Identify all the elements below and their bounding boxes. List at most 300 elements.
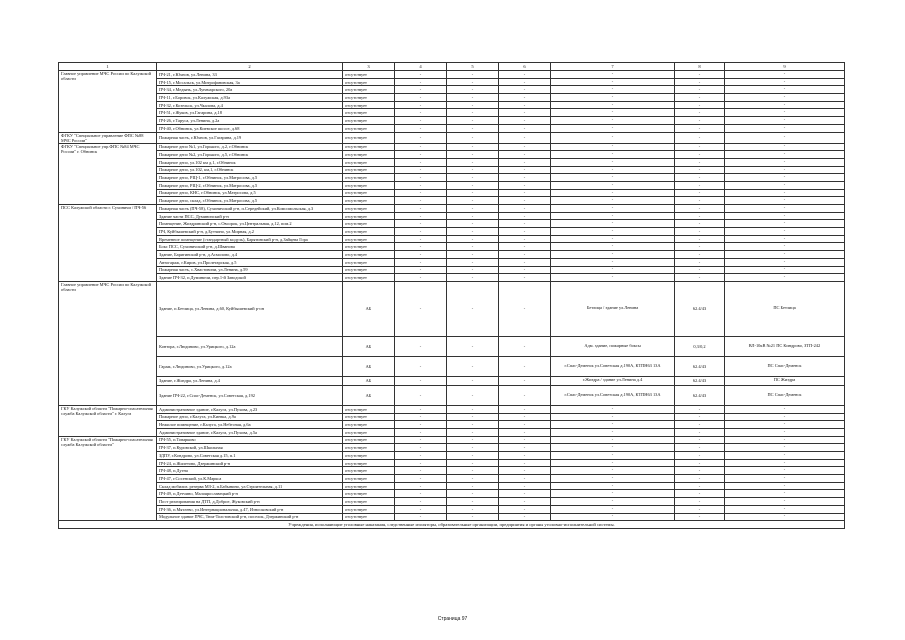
object-address-cell: Склад мобилиз. резерва МЗ-2, п.Бабынино, ул.Строительная, д.11: [157, 482, 343, 490]
value-cell: -: [395, 117, 447, 125]
value-cell: отсутствует: [343, 235, 395, 243]
value-cell: -: [675, 467, 725, 475]
value-cell: -: [499, 228, 551, 236]
value-cell: -: [551, 71, 675, 79]
object-address-cell: Временное помещение (стандартный модуль), Барятинский р-н, д.Зайцева Гора: [157, 235, 343, 243]
value-cell: -: [551, 490, 675, 498]
table-row: [59, 405, 845, 413]
value-cell: -: [499, 421, 551, 429]
value-cell: -: [551, 436, 675, 444]
value-cell: -: [551, 235, 675, 243]
object-address-cell: Нежилое помещение, г.Калуга, ул.Небесная, д.6а: [157, 421, 343, 429]
value-cell: -: [447, 428, 499, 436]
value-cell: -: [551, 274, 675, 282]
value-cell: -: [499, 94, 551, 102]
value-cell: -: [447, 94, 499, 102]
value-cell: -: [551, 143, 675, 151]
value-cell: -: [675, 94, 725, 102]
object-address-cell: Помещение, Жиздринский р-н, с.Овсорок, ул.Центральная, д.12, пом.2: [157, 220, 343, 228]
value-cell: -: [725, 189, 845, 197]
value-cell: -: [395, 197, 447, 205]
table-row: [59, 151, 845, 159]
object-address-cell: ПЧ-48, п.Дугна: [157, 467, 343, 475]
organization-cell: ГКУ Калужской области "Пожарно-спасательная служба Калужской области" г. Калуга: [59, 405, 157, 436]
value-cell: -: [447, 228, 499, 236]
value-cell: -: [499, 235, 551, 243]
value-cell: -: [395, 158, 447, 166]
value-cell: -: [725, 101, 845, 109]
value-cell: отсутствует: [343, 197, 395, 205]
value-cell: -: [725, 413, 845, 421]
table-row: [59, 421, 845, 429]
value-cell: отсутствует: [343, 109, 395, 117]
value-cell: -: [447, 385, 499, 405]
value-cell: -: [395, 228, 447, 236]
value-cell: отсутствует: [343, 151, 395, 159]
value-cell: -: [675, 428, 725, 436]
value-cell: -: [725, 405, 845, 413]
value-cell: -: [447, 158, 499, 166]
data-table: [58, 62, 845, 529]
value-cell: -: [675, 166, 725, 174]
object-address-cell: ПЧ-26, г.Таруса, ул.Ленина, д.2а: [157, 117, 343, 125]
value-cell: АБ: [343, 385, 395, 405]
value-cell: -: [447, 505, 499, 513]
object-address-cell: Пожарное депо, РЩ-1, г.Обнинск, ул.Матросова, д.5: [157, 174, 343, 182]
value-cell: -: [395, 444, 447, 452]
value-cell: отсутствует: [343, 132, 395, 143]
value-cell: -: [725, 151, 845, 159]
value-cell: -: [725, 220, 845, 228]
value-cell: -: [551, 413, 675, 421]
organization-cell: ГКУ Калужской области "Пожарно-спасательная служба Калужской области": [59, 436, 157, 521]
value-cell: -: [395, 205, 447, 213]
value-cell: отсутствует: [343, 266, 395, 274]
object-address-cell: Пожарная часть, г.Юхнов, ул.Гагарина, д.19: [157, 132, 343, 143]
value-cell: -: [395, 124, 447, 132]
value-cell: -: [447, 181, 499, 189]
object-address-cell: ПЧ, Куйбышевский р-н, д.Бутчино, ул.Мирная, д.2: [157, 228, 343, 236]
value-cell: -: [395, 251, 447, 259]
table-row: [59, 274, 845, 282]
value-cell: -: [675, 251, 725, 259]
value-cell: -: [499, 197, 551, 205]
value-cell: -: [447, 235, 499, 243]
value-cell: -: [725, 475, 845, 483]
table-row: [59, 490, 845, 498]
value-cell: отсутствует: [343, 101, 395, 109]
table-row: [59, 376, 845, 385]
value-cell: -: [551, 181, 675, 189]
object-address-cell: Модульное здание ПЧС, Тюм-Толстовский р-н, поселок, Дзержинский р-н: [157, 513, 343, 521]
table-row: [59, 181, 845, 189]
object-address-cell: Пожарное депо, склад, г.Обнинск, ул.Матросова, д.5: [157, 197, 343, 205]
header-cell: 1: [59, 63, 157, 71]
value-cell: -: [551, 124, 675, 132]
value-cell: -: [395, 505, 447, 513]
value-cell: -: [499, 143, 551, 151]
table-row: [59, 498, 845, 506]
value-cell: -: [499, 274, 551, 282]
object-address-cell: Пожарная часть, с.Хвастовичи, ул.Ленина, д.59: [157, 266, 343, 274]
value-cell: -: [499, 124, 551, 132]
value-cell: -: [447, 109, 499, 117]
value-cell: отсутствует: [343, 166, 395, 174]
value-cell: отсутствует: [343, 436, 395, 444]
table-row: [59, 117, 845, 125]
value-cell: -: [675, 444, 725, 452]
value-cell: -: [395, 212, 447, 220]
object-address-cell: Пожарное депо, ул.102 км д.1, г.Обнинск: [157, 158, 343, 166]
value-cell: -: [551, 205, 675, 213]
value-cell: -: [675, 436, 725, 444]
value-cell: -: [551, 459, 675, 467]
value-cell: отсутствует: [343, 71, 395, 79]
table-row: [59, 109, 845, 117]
table-row: [59, 197, 845, 205]
value-cell: -: [551, 101, 675, 109]
value-cell: -: [675, 421, 725, 429]
value-cell: ПС Спас-Деменск: [725, 385, 845, 405]
table-row: [59, 513, 845, 521]
value-cell: -: [675, 212, 725, 220]
value-cell: -: [499, 86, 551, 94]
value-cell: отсутствует: [343, 459, 395, 467]
object-address-cell: ПЧ-21, г.Юхнов, ул.Ленина, 33: [157, 71, 343, 79]
object-address-cell: Контора, г.Людиново, ул.Урицкого, д.12а: [157, 336, 343, 356]
value-cell: -: [725, 158, 845, 166]
table-row: [59, 258, 845, 266]
value-cell: -: [551, 166, 675, 174]
value-cell: отсутствует: [343, 212, 395, 220]
value-cell: -: [499, 220, 551, 228]
table-row: [59, 281, 845, 336]
value-cell: -: [395, 220, 447, 228]
value-cell: АБ: [343, 336, 395, 356]
value-cell: -: [447, 124, 499, 132]
table-row: [59, 158, 845, 166]
object-address-cell: Здание, Барятинский р-н, д.Асмолово, д.4: [157, 251, 343, 259]
value-cell: -: [447, 197, 499, 205]
organization-cell: Главное управление МЧС России по Калужской области: [59, 281, 157, 405]
object-address-cell: Здание ПЧ-22, г.Спас-Деменск, ул.Советская, д.192: [157, 385, 343, 405]
value-cell: -: [395, 101, 447, 109]
value-cell: -: [447, 266, 499, 274]
value-cell: -: [395, 266, 447, 274]
value-cell: -: [499, 281, 551, 336]
value-cell: -: [447, 117, 499, 125]
value-cell: -: [675, 86, 725, 94]
footer-note: Учреждения, исполняющие уголовные наказания, следственные изоляторы, образовательные организации, предприятия и органы уголовно-исполнительной системы.: [59, 521, 845, 529]
value-cell: -: [551, 212, 675, 220]
table-row: [59, 459, 845, 467]
value-cell: -: [551, 444, 675, 452]
value-cell: отсутствует: [343, 143, 395, 151]
value-cell: -: [499, 71, 551, 79]
value-cell: отсутствует: [343, 189, 395, 197]
header-cell: 7: [551, 63, 675, 71]
value-cell: -: [447, 482, 499, 490]
value-cell: -: [551, 220, 675, 228]
table-row: [59, 266, 845, 274]
table-row: [59, 243, 845, 251]
value-cell: -: [551, 109, 675, 117]
value-cell: -: [725, 436, 845, 444]
value-cell: -: [725, 228, 845, 236]
value-cell: -: [499, 243, 551, 251]
value-cell: -: [675, 413, 725, 421]
value-cell: -: [499, 181, 551, 189]
value-cell: -: [395, 436, 447, 444]
value-cell: -: [395, 151, 447, 159]
value-cell: отсутствует: [343, 258, 395, 266]
value-cell: -: [551, 174, 675, 182]
value-cell: -: [499, 258, 551, 266]
table-row: [59, 143, 845, 151]
table-row: [59, 205, 845, 213]
value-cell: -: [725, 132, 845, 143]
value-cell: -: [395, 452, 447, 460]
object-address-cell: Административное здание, г.Калуга, ул.Пухова, д.5а: [157, 428, 343, 436]
value-cell: -: [395, 385, 447, 405]
value-cell: -: [447, 274, 499, 282]
object-address-cell: Здание, г.Жиздра, ул.Ленина, д.4: [157, 376, 343, 385]
value-cell: -: [675, 143, 725, 151]
value-cell: -: [551, 94, 675, 102]
organization-cell: ФГКУ "Специальное упр.ФПС №84 МЧС России" г. Обнинск: [59, 143, 157, 205]
value-cell: отсутствует: [343, 94, 395, 102]
object-address-cell: ПЧ-34, г.Медынь, ул.Луначарского, 20а: [157, 86, 343, 94]
value-cell: -: [725, 243, 845, 251]
object-address-cell: Гараж, г.Людиново, ул.Урицкого, д.12а: [157, 356, 343, 376]
document-sheet: [58, 62, 844, 529]
value-cell: -: [499, 482, 551, 490]
value-cell: АБ: [343, 281, 395, 336]
value-cell: -: [725, 421, 845, 429]
value-cell: -: [551, 243, 675, 251]
organization-cell: ФГКУ "Специальное управление ФПС №88 МЧС России": [59, 132, 157, 143]
value-cell: -: [675, 405, 725, 413]
value-cell: -: [675, 205, 725, 213]
value-cell: отсутствует: [343, 505, 395, 513]
object-address-cell: Автогараж, г.Киров, ул.Пролетарская, д.5: [157, 258, 343, 266]
value-cell: -: [447, 336, 499, 356]
object-address-cell: Пожарное депо №2, ул.Горького, д.5, г.Обнинск: [157, 151, 343, 159]
value-cell: -: [725, 143, 845, 151]
value-cell: -: [675, 475, 725, 483]
value-cell: -: [725, 124, 845, 132]
value-cell: отсутствует: [343, 124, 395, 132]
value-cell: -: [675, 124, 725, 132]
value-cell: 0,3/0,2: [675, 336, 725, 356]
value-cell: отсутствует: [343, 498, 395, 506]
value-cell: -: [725, 86, 845, 94]
value-cell: -: [499, 513, 551, 521]
table-row: [59, 482, 845, 490]
value-cell: -: [499, 174, 551, 182]
table-row: [59, 385, 845, 405]
header-cell: 8: [675, 63, 725, 71]
object-address-cell: Здание части ПСС, Думиничский р-н: [157, 212, 343, 220]
value-cell: -: [395, 166, 447, 174]
value-cell: -: [551, 78, 675, 86]
table-row: [59, 86, 845, 94]
value-cell: -: [447, 281, 499, 336]
value-cell: -: [395, 356, 447, 376]
value-cell: -: [499, 413, 551, 421]
value-cell: -: [447, 421, 499, 429]
value-cell: ПС Спас-Деменск: [725, 356, 845, 376]
value-cell: -: [551, 86, 675, 94]
value-cell: г.Жиздра / здание ул.Ленина д.4: [551, 376, 675, 385]
value-cell: -: [395, 132, 447, 143]
value-cell: -: [447, 405, 499, 413]
value-cell: -: [675, 181, 725, 189]
value-cell: -: [447, 174, 499, 182]
table-row: [59, 475, 845, 483]
value-cell: -: [725, 498, 845, 506]
value-cell: -: [675, 189, 725, 197]
object-address-cell: Административное здание, г.Калуга, ул.Пухова, д.23: [157, 405, 343, 413]
value-cell: -: [725, 490, 845, 498]
header-cell: 6: [499, 63, 551, 71]
value-cell: -: [725, 109, 845, 117]
value-cell: -: [395, 336, 447, 356]
value-cell: -: [447, 212, 499, 220]
value-cell: -: [551, 475, 675, 483]
value-cell: -: [725, 197, 845, 205]
value-cell: -: [447, 243, 499, 251]
value-cell: -: [395, 258, 447, 266]
table-row: [59, 94, 845, 102]
table-row: [59, 467, 845, 475]
value-cell: -: [499, 151, 551, 159]
value-cell: -: [551, 428, 675, 436]
value-cell: ПС Жиздра: [725, 376, 845, 385]
value-cell: -: [551, 498, 675, 506]
table-row: [59, 78, 845, 86]
object-address-cell: Здание, п.Бетлица, ул.Ленина, д.60, Куйбышевский р-он: [157, 281, 343, 336]
object-address-cell: ПЧ-24, п.Жилетово, Дзержинский р-н: [157, 459, 343, 467]
value-cell: -: [499, 475, 551, 483]
value-cell: -: [395, 109, 447, 117]
value-cell: -: [447, 513, 499, 521]
table-row: [59, 166, 845, 174]
value-cell: отсутствует: [343, 251, 395, 259]
organization-cell: Главное управление МЧС России по Калужской области: [59, 71, 157, 133]
value-cell: отсутствует: [343, 452, 395, 460]
value-cell: -: [447, 189, 499, 197]
value-cell: -: [447, 356, 499, 376]
value-cell: -: [725, 181, 845, 189]
table-row: [59, 356, 845, 376]
value-cell: -: [499, 376, 551, 385]
value-cell: -: [725, 452, 845, 460]
object-address-cell: ПЧ-51, г.Жуков, ул.Гагарина, д.18: [157, 109, 343, 117]
value-cell: -: [551, 505, 675, 513]
object-address-cell: Пожарное депо, ул.102, км,1, г.Обнинск: [157, 166, 343, 174]
value-cell: -: [499, 78, 551, 86]
value-cell: -: [395, 413, 447, 421]
value-cell: -: [447, 151, 499, 159]
value-cell: 62.4/43: [675, 376, 725, 385]
object-address-cell: ПЧ-32, г.Козельск, ул.Чкалова, д.4: [157, 101, 343, 109]
value-cell: отсутствует: [343, 117, 395, 125]
value-cell: -: [551, 158, 675, 166]
value-cell: -: [499, 436, 551, 444]
value-cell: -: [395, 376, 447, 385]
value-cell: -: [725, 235, 845, 243]
value-cell: -: [499, 266, 551, 274]
value-cell: г.Спас-Деменск ул.Советская д.190А, КТПН63 13А: [551, 385, 675, 405]
object-address-cell: ПЧ-55, п.Товарково: [157, 436, 343, 444]
value-cell: отсутствует: [343, 405, 395, 413]
value-cell: -: [499, 205, 551, 213]
value-cell: -: [725, 274, 845, 282]
value-cell: -: [499, 356, 551, 376]
value-cell: отсутствует: [343, 513, 395, 521]
header-cell: 5: [447, 63, 499, 71]
table-row: [59, 228, 845, 236]
value-cell: -: [725, 444, 845, 452]
header-cell: 9: [725, 63, 845, 71]
value-cell: -: [395, 498, 447, 506]
value-cell: -: [499, 132, 551, 143]
value-cell: -: [675, 505, 725, 513]
table-row: [59, 220, 845, 228]
value-cell: -: [499, 101, 551, 109]
table-row: [59, 505, 845, 513]
table-body: [59, 63, 845, 529]
object-address-cell: Здание ПЧ-32, п.Думиничи, пер.1-й Заводской: [157, 274, 343, 282]
value-cell: отсутствует: [343, 274, 395, 282]
value-cell: -: [499, 109, 551, 117]
value-cell: -: [725, 258, 845, 266]
value-cell: -: [725, 513, 845, 521]
value-cell: отсутствует: [343, 444, 395, 452]
value-cell: отсутствует: [343, 158, 395, 166]
value-cell: -: [395, 428, 447, 436]
value-cell: отсутствует: [343, 421, 395, 429]
value-cell: -: [499, 251, 551, 259]
value-cell: -: [725, 174, 845, 182]
table-row: [59, 452, 845, 460]
value-cell: -: [447, 376, 499, 385]
value-cell: -: [447, 475, 499, 483]
table-row: [59, 413, 845, 421]
footer-row: [59, 521, 845, 529]
value-cell: отсутствует: [343, 475, 395, 483]
header-cell: 3: [343, 63, 395, 71]
value-cell: -: [551, 266, 675, 274]
value-cell: -: [675, 498, 725, 506]
object-address-cell: Бокс ПСС, Сухиничский р-н, д.Шванова: [157, 243, 343, 251]
value-cell: -: [551, 513, 675, 521]
value-cell: -: [675, 513, 725, 521]
value-cell: -: [447, 220, 499, 228]
value-cell: -: [499, 505, 551, 513]
value-cell: -: [551, 228, 675, 236]
object-address-cell: Пожарное депо, КНС, г.Обнинск, ул.Матросова, д.5: [157, 189, 343, 197]
value-cell: -: [395, 513, 447, 521]
value-cell: -: [551, 189, 675, 197]
value-cell: -: [499, 452, 551, 460]
value-cell: -: [395, 174, 447, 182]
table-row: [59, 212, 845, 220]
value-cell: г.Спас-Деменск ул.Советская д.190А, КТПН63 13А: [551, 356, 675, 376]
value-cell: -: [551, 482, 675, 490]
value-cell: Адм. здание, пожарные боксы: [551, 336, 675, 356]
